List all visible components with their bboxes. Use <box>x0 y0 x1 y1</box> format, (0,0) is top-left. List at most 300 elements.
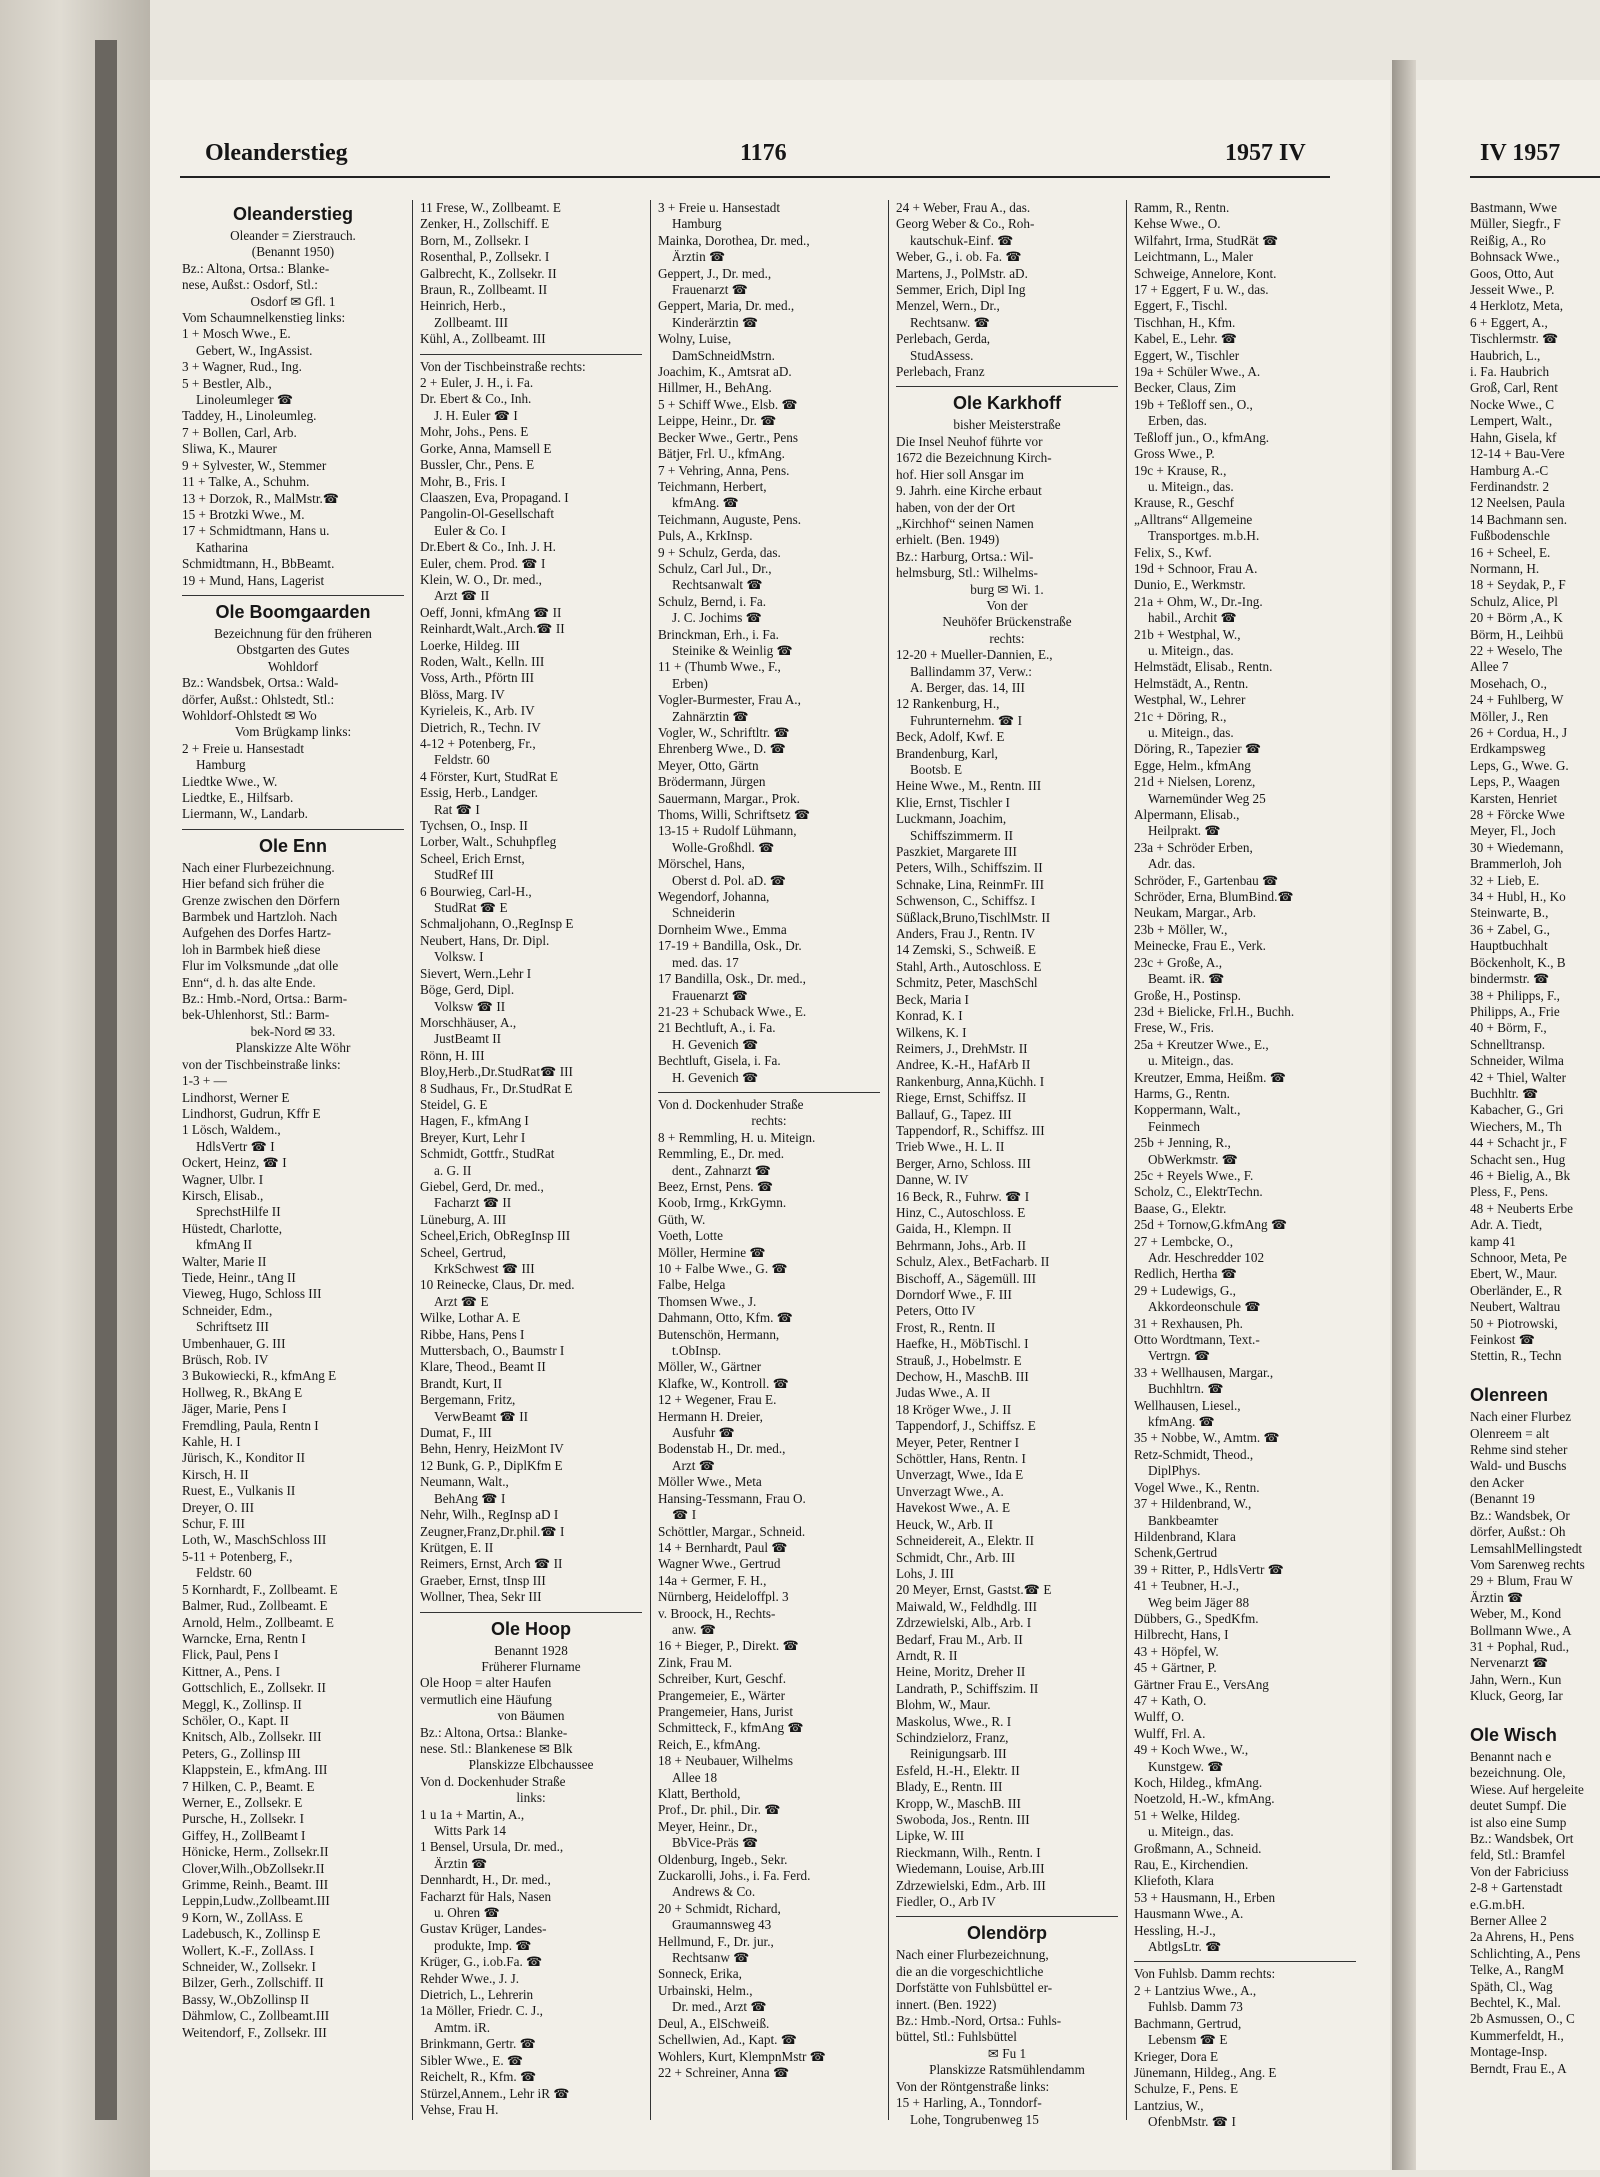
directory-entry: Prangemeier, Hans, Jurist <box>658 1703 793 1719</box>
directory-entry: (Benannt 1950) <box>251 244 335 260</box>
directory-entry: Ruest, E., Vulkanis II <box>182 1483 296 1499</box>
directory-entry: Frauenarzt ☎ <box>672 987 749 1003</box>
directory-entry: 36 + Zabel, G., <box>1470 921 1550 937</box>
directory-entry: Clover,Wilh.,ObZollsekr.II <box>182 1860 325 1876</box>
street-heading: Ole Wisch <box>1470 1724 1557 1745</box>
directory-entry: Dr. med., Arzt ☎ <box>672 1999 767 2015</box>
directory-entry: Ebert, W., Maur. <box>1470 1266 1558 1282</box>
directory-entry: Amtm. iR. <box>434 2019 491 2035</box>
directory-entry: Wollert, K.-F., ZollAss. I <box>182 1942 314 1958</box>
directory-entry: Wiese. Auf hergeleite <box>1470 1781 1584 1797</box>
directory-entry: dent., Zahnarzt ☎ <box>672 1162 772 1178</box>
directory-entry: Puls, A., KrkInsp. <box>658 528 753 544</box>
directory-entry: Knitsch, Alb., Zollsekr. III <box>182 1729 322 1745</box>
directory-entry: Weber, G., i. ob. Fa. ☎ <box>896 249 1022 265</box>
directory-entry: ☎ I <box>672 1507 697 1523</box>
directory-entry: Groß, Carl, Rent <box>1470 380 1558 396</box>
directory-entry: KrkSchwest ☎ III <box>434 1261 535 1276</box>
directory-entry: 5 Kornhardt, F., Zollbeamt. E <box>182 1581 338 1597</box>
directory-entry: Maiwald, W., Feldhdlg. III <box>896 1598 1038 1614</box>
directory-entry: Mohr, B., Fris. I <box>420 473 506 489</box>
directory-entry: kfmAng II <box>196 1237 253 1253</box>
directory-entry: Graumannsweg 43 <box>672 1917 772 1933</box>
directory-entry: Andrews & Co. <box>672 1884 756 1900</box>
directory-entry: Dübbers, G., SpedKfm. <box>1134 1610 1259 1626</box>
directory-entry: Joachim, K., Amtsrat aD. <box>658 364 792 380</box>
directory-entry: Bollmann Wwe., A <box>1470 1622 1572 1638</box>
directory-entry: 32 + Lieb, E. <box>1470 872 1540 888</box>
directory-entry: Vehse, Frau H. <box>420 2101 499 2117</box>
directory-entry: Klein, W. O., Dr. med., <box>420 571 542 587</box>
directory-entry: Rechtsanw. ☎ <box>910 314 991 330</box>
directory-entry: Zenker, H., Zollschiff. E <box>420 216 550 232</box>
directory-entry: 30 + Wiedemann, <box>1470 839 1564 855</box>
directory-entry: Döring, R., Tapezier ☎ <box>1134 741 1262 757</box>
directory-entry: HdlsVertr ☎ I <box>196 1138 275 1154</box>
directory-entry: 8 + Remmling, H. u. Miteign. <box>658 1129 816 1145</box>
directory-entry: Wohldorf-Ohlstedt ✉ Wo <box>182 707 317 723</box>
directory-entry: Kühl, A., Zollbeamt. III <box>420 331 546 347</box>
directory-entry: Jünemann, Hildeg., Ang. E <box>1134 2064 1277 2080</box>
directory-entry: 19b + Teßloff sen., O., <box>1134 396 1253 412</box>
directory-entry: Krütgen, E. II <box>420 1539 494 1555</box>
directory-entry: Dr. Ebert & Co., Inh. <box>420 391 532 407</box>
directory-entry: Taddey, H., Linoleumleg. <box>182 408 317 424</box>
directory-entry: 1672 die Bezeichnung Kirch- <box>896 450 1052 466</box>
directory-entry: Havekost Wwe., A. E <box>896 1500 1011 1516</box>
street-heading: Ole Karkhoff <box>952 393 1062 414</box>
directory-entry: Reimers, Ernst, Arch ☎ II <box>420 1556 563 1572</box>
directory-entry: Buchhltr. ☎ <box>1470 1085 1539 1101</box>
directory-entry: Unverzagt Wwe., A. <box>896 1483 1004 1499</box>
directory-entry: Reinhardt,Walt.,Arch.☎ II <box>420 621 565 637</box>
directory-entry: Krause, R., Geschf <box>1134 495 1234 511</box>
directory-entry: Liedtke Wwe., W. <box>182 773 278 789</box>
directory-entry: Fußbodenschle <box>1470 528 1550 544</box>
directory-entry: Martens, J., PolMstr. aD. <box>896 265 1028 281</box>
directory-entry: Bz.: Altona, Ortsa.: Blanke- <box>182 260 330 276</box>
directory-entry: 20 + Börm ,A., K <box>1470 610 1563 626</box>
directory-entry: Rankenburg, Anna,Küchh. I <box>896 1073 1045 1089</box>
directory-entry: J. H. Euler ☎ I <box>434 407 518 423</box>
directory-entry: (Benannt 19 <box>1470 1491 1535 1507</box>
street-heading: Olenreen <box>1470 1385 1549 1406</box>
directory-entry: Klatt, Berthold, <box>658 1786 741 1801</box>
directory-entry: Brandenburg, Karl, <box>896 745 998 761</box>
directory-entry: bek-Nord ✉ 33. <box>250 1023 336 1039</box>
directory-entry: Beck, Maria I <box>896 991 969 1007</box>
directory-entry: LemsahlMellingstedt <box>1470 1540 1583 1556</box>
directory-entry: Die Insel Neuhof führte vor <box>896 433 1043 449</box>
directory-entry: Anders, Frau J., Rentn. IV <box>896 926 1036 942</box>
directory-entry: 1 + Mosch Wwe., E. <box>182 326 291 342</box>
directory-entry: Hillmer, H., BehAng. <box>658 380 772 396</box>
directory-entry: 1 Lösch, Waldem., <box>182 1122 281 1138</box>
directory-entry: 31 + Pophal, Rud., <box>1470 1638 1570 1654</box>
directory-entry: Peters, G., Zollinsp III <box>182 1745 301 1761</box>
directory-entry: Schweige, Annelore, Kont. <box>1134 265 1277 281</box>
directory-entry: Schulz, Carl Jul., Dr., <box>658 560 772 576</box>
street-heading: Ole Boomgaarden <box>215 601 371 622</box>
directory-entry: Loth, W., MaschSchloss III <box>182 1532 327 1548</box>
directory-entry: Hermann H. Dreier, <box>658 1408 763 1424</box>
directory-entry: BbVice-Präs ☎ <box>672 1835 759 1851</box>
directory-entry: Lüneburg, A. III <box>420 1211 507 1227</box>
directory-entry: Egge, Helm., kfmAng <box>1134 757 1251 773</box>
directory-entry: Reimers, J., DrehMstr. II <box>896 1040 1028 1056</box>
directory-entry: 29 + Blum, Frau W <box>1470 1573 1573 1589</box>
directory-entry: Scheel,Erich, ObRegInsp III <box>420 1228 571 1244</box>
directory-entry: Normann, H. <box>1470 560 1540 576</box>
directory-entry: Möller Wwe., Meta <box>658 1474 762 1490</box>
directory-entry: Schulz, Alice, Pl <box>1470 593 1558 609</box>
directory-entry: Klafke, W., Kontroll. ☎ <box>658 1375 790 1391</box>
directory-entry: Rehder Wwe., J. J. <box>420 1970 520 1986</box>
directory-entry: Mainka, Dorothea, Dr. med., <box>658 232 810 248</box>
directory-entry: Bedarf, Frau M., Arb. II <box>896 1631 1023 1647</box>
directory-entry: Kabacher, G., Gri <box>1470 1102 1564 1118</box>
directory-entry: Linoleumleger ☎ <box>196 392 294 408</box>
directory-entry: Beamt. iR. ☎ <box>1148 971 1225 987</box>
directory-entry: Wellhausen, Liesel., <box>1134 1397 1241 1413</box>
directory-entry: 9 + Sylvester, W., Stemmer <box>182 457 327 473</box>
directory-entry: Neukam, Margar., Arb. <box>1134 905 1257 921</box>
directory-entry: Voeth, Lotte <box>658 1228 723 1244</box>
directory-entry: büttel, Stl.: Fuhlsbüttel <box>896 2029 1017 2045</box>
directory-entry: Dorfstätte von Fuhlsbüttel er- <box>896 1980 1053 1996</box>
directory-entry: Dietrich, R., Techn. IV <box>420 719 541 735</box>
street-heading: Ole Enn <box>258 835 327 856</box>
directory-entry: Ramm, R., Rentn. <box>1134 200 1230 215</box>
directory-entry: Ribbe, Hans, Pens I <box>420 1326 525 1342</box>
directory-entry: Ole Hoop = alter Haufen <box>420 1675 552 1691</box>
directory-entry: J. C. Jochims ☎ <box>672 610 763 626</box>
directory-entry: 15 + Harling, A., Tonndorf- <box>896 2095 1042 2111</box>
directory-entry: 12 Neelsen, Paula <box>1470 495 1565 511</box>
directory-entry: kfmAng. ☎ <box>672 495 739 511</box>
directory-entry: Dunio, E., Werkmstr. <box>1134 577 1246 593</box>
directory-entry: Otto Wordtmann, Text.- <box>1134 1332 1260 1348</box>
directory-entry: Zdrzewielski, Edm., Arb. III <box>896 1877 1046 1893</box>
directory-entry: Facharzt ☎ II <box>434 1195 512 1211</box>
directory-entry: Blady, E., Rentn. III <box>896 1779 1003 1795</box>
directory-entry: Rechtsanwalt ☎ <box>672 577 763 593</box>
directory-entry: Klare, Theod., Beamt II <box>420 1359 546 1375</box>
section-rule <box>420 1612 642 1613</box>
directory-entry: 23b + Möller, W., <box>1134 921 1228 937</box>
directory-entry: Hinz, C., Autoschloss. E <box>896 1204 1026 1220</box>
directory-entry: v. Broock, H., Rechts- <box>658 1605 776 1621</box>
directory-entry: Goos, Otto, Aut <box>1470 265 1554 281</box>
directory-entry: Gorke, Anna, Mamsell E <box>420 440 552 456</box>
directory-entry: 19d + Schnoor, Frau A. <box>1134 560 1258 576</box>
directory-entry: Warnemünder Weg 25 <box>1148 790 1266 806</box>
directory-entry: 21a + Ohm, W., Dr.-Ing. <box>1134 593 1263 609</box>
directory-entry: Alpermann, Elisab., <box>1134 807 1240 823</box>
directory-entry: Umbenhauer, G. III <box>182 1335 286 1351</box>
directory-entry: Tappendorf, R., Schiffsz. III <box>896 1122 1045 1138</box>
directory-entry: 50 + Piotrowski, <box>1470 1315 1558 1331</box>
directory-entry: 4 Herklotz, Meta, <box>1470 298 1564 314</box>
directory-entry: 38 + Philipps, F., <box>1470 987 1560 1003</box>
directory-entry: StudRat ☎ E <box>434 900 508 916</box>
directory-entry: Bz.: Wandsbek, Or <box>1470 1507 1570 1523</box>
directory-entry: 28 + Förcke Wwe <box>1470 807 1565 823</box>
column-divider <box>412 200 413 2120</box>
directory-entry: Neubert, Hans, Dr. Dipl. <box>420 932 550 948</box>
directory-entry: Heinrich, Herb., <box>420 298 506 314</box>
directory-entry: Neuhöfer Brückenstraße <box>942 614 1072 630</box>
directory-entry: 17-19 + Bandilla, Osk., Dr. <box>658 938 802 954</box>
directory-entry: u. Miteign., das. <box>1148 478 1234 494</box>
directory-entry: Wiechers, M., Th <box>1470 1118 1562 1134</box>
directory-entry: Nervenarzt ☎ <box>1470 1655 1549 1671</box>
directory-entry: Schöler, O., Kapt. II <box>182 1712 289 1728</box>
directory-entry: links: <box>516 1790 546 1806</box>
directory-entry: Bz.: Harburg, Ortsa.: Wil- <box>896 548 1034 564</box>
directory-entry: Haubrich, L., <box>1470 347 1541 363</box>
directory-entry: 42 + Thiel, Walter <box>1470 1069 1566 1085</box>
directory-entry: Schöttler, Margar., Schneid. <box>658 1523 806 1539</box>
directory-entry: u. Miteign., das. <box>1148 1824 1234 1840</box>
directory-entry: Westphal, W., Lehrer <box>1134 692 1246 708</box>
column-divider <box>650 200 651 2120</box>
directory-entry: Krieger, Dora E <box>1134 2048 1219 2064</box>
directory-entry: 12 Rankenburg, H., <box>896 696 1000 712</box>
directory-entry: Schöttler, Hans, Rentn. I <box>896 1451 1026 1467</box>
directory-entry: Werner, E., Zollsekr. E <box>182 1794 303 1810</box>
directory-entry: vermutlich eine Häufung <box>420 1691 552 1707</box>
directory-entry: Arndt, R. II <box>896 1647 958 1663</box>
directory-entry: Mohr, Johs., Pens. E <box>420 424 529 440</box>
directory-entry: 22 + Weselo, The <box>1470 642 1563 658</box>
directory-entry: 7 + Bollen, Carl, Arb. <box>182 424 297 440</box>
directory-entry: 5 + Bestler, Alb., <box>182 375 272 391</box>
directory-entry: 1 u 1a + Martin, A., <box>420 1806 525 1822</box>
directory-entry: Maskolus, Wwe., R. I <box>896 1713 1012 1729</box>
directory-entry: Swoboda, Jos., Rentn. III <box>896 1812 1030 1827</box>
directory-entry: Bz.: Wandsbek, Ortsa.: Wald- <box>182 675 339 691</box>
directory-entry: Hüstedt, Charlotte, <box>182 1220 282 1236</box>
directory-entry: 6 + Eggert, A., <box>1470 314 1548 330</box>
directory-entry: Hahn, Gisela, kf <box>1470 429 1557 445</box>
directory-entry: 18 + Neubauer, Wilhelms <box>658 1753 794 1769</box>
directory-entry: 17 + Schmidtmann, Hans u. <box>182 523 330 539</box>
directory-entry: Zollbeamt. III <box>434 314 508 330</box>
directory-entry: 33 + Wellhausen, Margar., <box>1134 1364 1274 1380</box>
section-rule <box>896 1916 1118 1917</box>
directory-entry: Olenreem = alt <box>1470 1425 1550 1441</box>
directory-entry: Thoms, Willi, Schriftsetz ☎ <box>658 807 811 823</box>
directory-entry: Kummerfeldt, H., <box>1470 2027 1564 2043</box>
directory-entry: u. Miteign., das. <box>1148 1053 1234 1069</box>
section-rule <box>658 1092 880 1093</box>
directory-entry: Barmbek und Hartzloh. Nach <box>182 909 338 925</box>
directory-entry: 11 Frese, W., Zollbeamt. E <box>420 200 561 215</box>
directory-entry: Großmann, A., Schneid. <box>1134 1840 1262 1856</box>
directory-entry: Ballindamm 37, Verw.: <box>910 663 1032 679</box>
directory-entry: Koch, Hildeg., kfmAng. <box>1134 1775 1263 1790</box>
directory-entry: 7 Hilken, C. P., Beamt. E <box>182 1778 315 1794</box>
directory-entry: 20 + Schmidt, Richard, <box>658 1900 781 1916</box>
directory-entry: Bloy,Herb.,Dr.StudRat☎ III <box>420 1064 573 1080</box>
directory-entry: Karsten, Henriet <box>1470 790 1558 806</box>
directory-entry: 34 + Hubl, H., Ko <box>1470 889 1566 905</box>
directory-entry: Wolny, Luise, <box>658 331 732 347</box>
directory-entry: Jesseit Wwe., P. <box>1470 282 1555 298</box>
directory-entry: StudAssess. <box>910 347 974 363</box>
directory-entry: dörfer, Außst.: Ohlstedt, Stl.: <box>182 691 335 707</box>
directory-entry: 39 + Ritter, P., HdlsVertr ☎ <box>1134 1561 1285 1577</box>
directory-entry: Reichelt, R., Kfm. ☎ <box>420 2069 537 2085</box>
directory-entry: Früherer Flurname <box>481 1658 581 1674</box>
directory-entry: 11 + (Thumb Wwe., F., <box>658 659 781 675</box>
directory-entry: Arzt ☎ II <box>434 588 490 604</box>
directory-entry: Bachmann, Gertrud, <box>1134 2015 1242 2031</box>
directory-entry: Weg beim Jäger 88 <box>1148 1594 1250 1610</box>
directory-entry: bezeichnung. Ole, <box>1470 1765 1566 1781</box>
directory-entry: Remmling, E., Dr. med. <box>658 1146 785 1162</box>
directory-entry: Peters, Wilh., Schiffszim. II <box>896 860 1043 876</box>
directory-column-5 <box>1134 200 1356 2130</box>
directory-entry: Roden, Walt., Kelln. III <box>420 653 545 669</box>
directory-entry: Volksw. I <box>434 949 484 965</box>
directory-entry: 53 + Hausmann, H., Erben <box>1134 1889 1276 1905</box>
directory-entry: i. Fa. Haubrich <box>1470 364 1550 380</box>
directory-entry: Tappendorf, J., Schiffsz. E <box>896 1418 1036 1434</box>
directory-entry: 26 + Cordua, H., J <box>1470 725 1568 740</box>
directory-entry: Lohe, Tongrubenweg 15 <box>910 2111 1039 2127</box>
directory-entry: Ferdinandstr. 2 <box>1470 478 1550 494</box>
directory-entry: Oleander = Zierstrauch. <box>230 228 356 243</box>
directory-entry: Bezeichnung für den früheren <box>214 625 372 641</box>
directory-column-4 <box>896 200 1118 2130</box>
directory-entry: anw. ☎ <box>672 1621 717 1637</box>
directory-entry: Wegendorf, Johanna, <box>658 889 770 905</box>
directory-entry: Enn“, d. h. das alte Ende. <box>182 974 316 990</box>
directory-entry: Reich, E., kfmAng. <box>658 1736 761 1752</box>
directory-entry: 14 Zemski, S., Schweiß. E <box>896 942 1036 958</box>
directory-entry: Montage-Insp. <box>1470 2044 1548 2060</box>
directory-entry: Reißig, A., Ro <box>1470 232 1546 248</box>
directory-entry: Schnake, Lina, ReinmFr. III <box>896 876 1044 892</box>
directory-entry: 16 + Scheel, E. <box>1470 544 1551 560</box>
directory-entry: Gross Wwe., P. <box>1134 446 1215 462</box>
directory-entry: Reinigungsarb. III <box>910 1746 1007 1762</box>
directory-entry: Heilprakt. ☎ <box>1148 823 1221 839</box>
directory-entry: Galbrecht, K., Zollsekr. II <box>420 265 557 281</box>
directory-entry: Bz.: Wandsbek, Ort <box>1470 1831 1574 1846</box>
directory-entry: Rau, E., Kirchendien. <box>1134 1857 1249 1873</box>
directory-entry: feld, Stl.: Bramfel <box>1470 1847 1566 1863</box>
directory-entry: Bätjer, Frl. U., kfmAng. <box>658 446 785 462</box>
directory-entry: Große, H., Postinsp. <box>1134 987 1241 1003</box>
directory-entry: Hellmund, F., Dr. jur., <box>658 1933 774 1949</box>
column-divider <box>888 200 889 2120</box>
directory-entry: Meyer, Otto, Gärtn <box>658 757 759 773</box>
directory-entry: nese, Außst.: Osdorf, Stl.: <box>182 277 318 293</box>
directory-entry: ObWerkmstr. ☎ <box>1148 1151 1239 1167</box>
directory-entry: Bodenstab H., Dr. med., <box>658 1441 786 1457</box>
directory-entry: 24 + Fuhlberg, W <box>1470 692 1564 708</box>
directory-entry: Osdorf ✉ Gfl. 1 <box>250 293 336 309</box>
directory-entry: Rechtsanw ☎ <box>672 1950 750 1966</box>
directory-entry: 8 Sudhaus, Fr., Dr.StudRat E <box>420 1080 573 1096</box>
directory-entry: Geppert, J., Dr. med., <box>658 265 772 281</box>
directory-entry: u. Ohren ☎ <box>434 1905 500 1921</box>
directory-entry: Allee 18 <box>672 1769 718 1785</box>
directory-entry: rechts: <box>989 630 1025 646</box>
directory-entry: Hildenbrand, Klara <box>1134 1528 1236 1544</box>
directory-entry: Böge, Gerd, Dipl. <box>420 982 515 998</box>
street-heading: Oleanderstieg <box>232 204 354 224</box>
directory-entry: 45 + Gärtner, P. <box>1134 1660 1217 1676</box>
directory-entry: Bergemann, Fritz, <box>420 1392 516 1408</box>
directory-entry: 12-20 + Mueller-Dannien, E., <box>896 647 1053 663</box>
directory-entry: Adr. A. Tiedt, <box>1470 1217 1543 1233</box>
directory-entry: Kahle, H. I <box>182 1434 241 1450</box>
directory-entry: Beck, Adolf, Kwf. E <box>896 729 1005 745</box>
directory-entry: Hollweg, R., BkAng E <box>182 1384 303 1400</box>
directory-entry: 48 + Neuberts Erbe <box>1470 1200 1574 1216</box>
directory-entry: Scheel, Erich Ernst, <box>420 850 525 866</box>
directory-entry: Frost, R., Rentn. II <box>896 1319 996 1335</box>
directory-entry: nese. Stl.: Blankenese ✉ Blk <box>420 1740 573 1756</box>
directory-entry: Hessling, H.-J., <box>1134 1922 1216 1938</box>
directory-entry: Leps, P., Waagen <box>1470 774 1560 790</box>
directory-entry: Volksw ☎ II <box>434 998 506 1014</box>
directory-entry: 46 + Bielig, A., Bk <box>1470 1167 1571 1183</box>
directory-entry: Frese, W., Fris. <box>1134 1020 1214 1036</box>
directory-entry: Ockert, Heinz, ☎ I <box>182 1155 287 1171</box>
section-rule <box>420 354 642 355</box>
directory-entry: 24 + Weber, Frau A., das. <box>896 200 1031 215</box>
directory-entry: Peters, Otto IV <box>896 1303 976 1319</box>
directory-entry: Von der <box>986 597 1028 613</box>
directory-entry: Von d. Dockenhuder Straße <box>420 1773 566 1789</box>
directory-entry: Frauenarzt ☎ <box>672 282 749 298</box>
directory-entry: Schenk,Gertrud <box>1134 1545 1218 1561</box>
directory-entry: Möller, J., Ren <box>1470 708 1549 724</box>
directory-entry: 1a Möller, Friedr. C. J., <box>420 2003 543 2019</box>
directory-entry: Prof., Dr. phil., Dir. ☎ <box>658 1802 781 1818</box>
directory-entry: Facharzt für Hals, Nasen <box>420 1888 552 1904</box>
directory-entry: 44 + Schacht jr., F <box>1470 1135 1567 1151</box>
directory-entry: 3 + Freie u. Hansestadt <box>658 200 781 215</box>
directory-entry: Erben) <box>672 675 708 691</box>
header-rule <box>180 176 1330 178</box>
directory-entry: Dr.Ebert & Co., Inh. J. H. <box>420 539 556 555</box>
directory-entry: Heuck, W., Arb. II <box>896 1516 994 1532</box>
directory-entry: Brinkmann, Gertr. ☎ <box>420 2036 537 2052</box>
directory-entry: Berndt, Frau E., A <box>1470 2060 1567 2076</box>
directory-entry: Schneider, Edm., <box>182 1302 273 1318</box>
directory-entry: Schriftsetz III <box>196 1319 269 1335</box>
directory-entry: Grenze zwischen den Dörfern <box>182 892 340 908</box>
directory-entry: Noetzold, H.-W., kfmAng. <box>1134 1791 1275 1807</box>
directory-entry: 4-12 + Potenberg, Fr., <box>420 736 536 751</box>
directory-entry: rechts: <box>751 1113 787 1129</box>
directory-entry: Redlich, Hertha ☎ <box>1134 1266 1238 1282</box>
directory-entry: Born, M., Zollsekr. I <box>420 232 529 248</box>
directory-entry: Böckenholt, K., B <box>1470 954 1566 970</box>
directory-entry: Bischoff, A., Sägemüll. III <box>896 1270 1037 1286</box>
directory-entry: Leps, G., Wwe. G. <box>1470 757 1569 773</box>
directory-entry: DamSchneidMstrn. <box>672 347 775 363</box>
directory-entry: Hamburg A.-C <box>1470 462 1549 478</box>
directory-entry: Harms, G., Rentn. <box>1134 1085 1230 1101</box>
directory-entry: Erdkampsweg <box>1470 741 1546 757</box>
